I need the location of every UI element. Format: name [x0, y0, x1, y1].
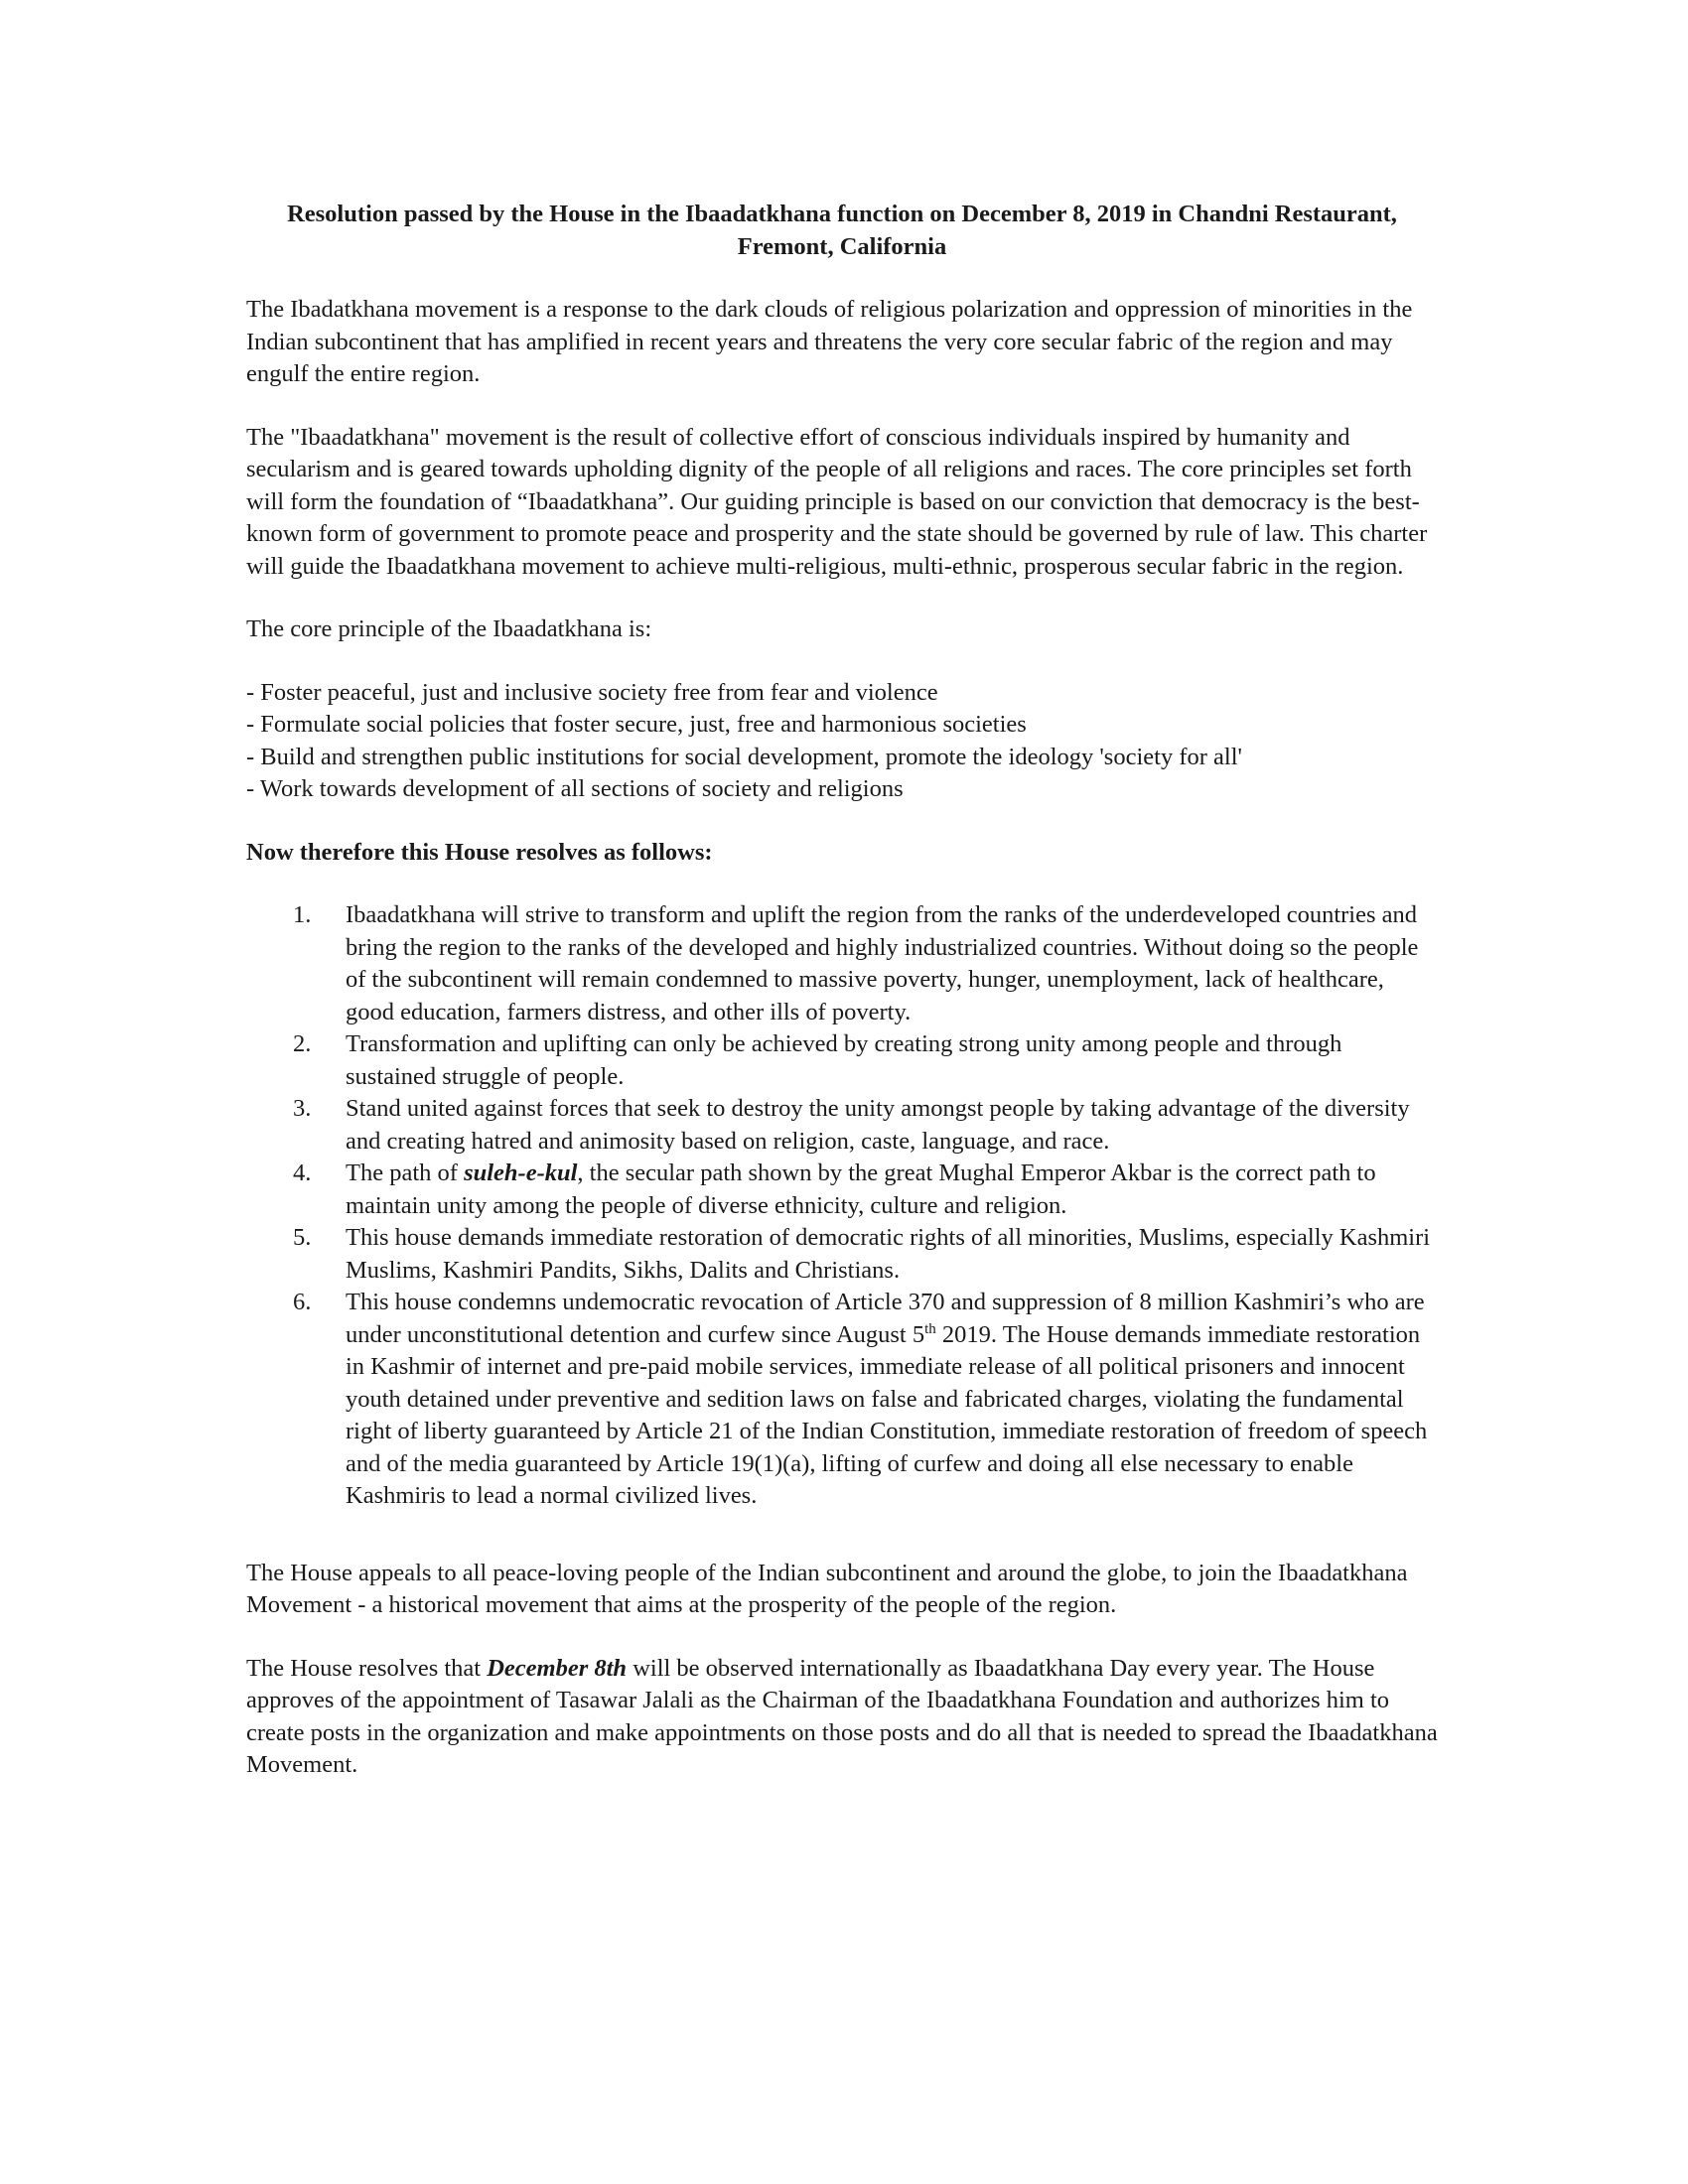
resolution-text-post: 2019. The House demands immediate restoration in Kashmir of internet and pre-paid mobile services, immediate release of all political prisoners and innocent youth detained under preventive and sedition laws on false and fabricated charges, violating the fundamental right of liberty guaranteed by Article 21 of the Indian Constitution, immediate restoration of freedom of speech and of the media guaranteed by Article 19(1)(a), lifting of curfew and doing all else necessary to enable Kashmiris to lead a normal civilized lives. [346, 1320, 1428, 1509]
principle-item: - Work towards development of all sections of society and religions [246, 775, 904, 802]
intro-paragraph-2: The "Ibaadatkhana" movement is the result of collective effort of conscious individuals inspired by humanity and secularism and is geared towards upholding dignity of the people of all religions and races. The core principles set forth will form the foundation of “Ibaadatkhana”. Our guiding principle is based on our conviction that democracy is the best-known form of government to promote peace and prosperity and the state should be governed by rule of law. This charter will guide the Ibaadatkhana movement to achieve multi-religious, multi-ethnic, prosperous secular fabric in the region. [246, 423, 1428, 580]
resolution-item-5 [246, 1222, 1438, 1287]
resolution-item-2 [246, 1028, 1438, 1093]
principles-list [246, 677, 1438, 806]
resolution-number: 1. [293, 901, 312, 928]
resolution-item-4 [246, 1158, 1438, 1222]
resolutions-list [246, 899, 1438, 1513]
resolution-item-3 [246, 1093, 1438, 1158]
document-title: Resolution passed by the House in the Ibaadatkhana function on December 8, 2019 in Chandni Restaurant, Fremont, California [287, 201, 1397, 260]
resolution-item-6 [246, 1287, 1438, 1513]
resolution-text: This house demands immediate restoration of democratic rights of all minorities, Muslims, especially Kashmiri Muslims, Kashmiri Pandits, Sikhs, Dalits and Christians. [346, 1224, 1431, 1284]
resolution-text: Transformation and uplifting can only be achieved by creating strong unity among people and through sustained struggle of people. [346, 1030, 1342, 1090]
resolution-text: Ibaadatkhana will strive to transform and uplift the region from the ranks of the underdeveloped countries and bring the region to the ranks of the developed and highly industrialized countries. Without doing so the people of the subcontinent will remain condemned to massive poverty, hunger, unemployment, lack of healthcare, good education, farmers distress, and other ills of poverty. [346, 901, 1419, 1025]
principles-lead: The core principle of the Ibaadatkhana is: [246, 615, 652, 642]
suleh-e-kul-emphasis: suleh-e-kul [464, 1160, 578, 1186]
ordinal-superscript: th [924, 1320, 936, 1337]
principle-item: - Foster peaceful, just and inclusive society free from fear and violence [246, 678, 938, 706]
closing-paragraph [246, 1653, 1438, 1782]
december-8th-emphasis: December 8th [487, 1654, 628, 1682]
intro-paragraph-1: The Ibadatkhana movement is a response to the dark clouds of religious polarization and oppression of minorities in the Indian subcontinent that has amplified in recent years and threatens the very core secular fabric of the region and may engulf the entire region. [246, 296, 1413, 387]
document-page [246, 199, 1438, 1813]
resolution-number: 5. [293, 1224, 312, 1251]
resolution-text-post: , the secular path shown by the great Mughal Emperor Akbar is the correct path to maintain unity among the people of diverse ethnicity, culture and religion. [346, 1160, 1376, 1219]
resolution-number: 4. [293, 1160, 312, 1186]
resolution-text: Stand united against forces that seek to destroy the unity amongst people by taking advantage of the diversity and creating hatred and animosity based on religion, caste, language, and race. [346, 1095, 1410, 1155]
appeal-paragraph: The House appeals to all peace-loving people of the Indian subcontinent and around the globe, to join the Ibaadatkhana Movement - a historical movement that aims at the prosperity of the people of the region. [246, 1559, 1408, 1618]
principle-item: - Formulate social policies that foster secure, just, free and harmonious societies [246, 711, 1027, 738]
resolution-item-1 [246, 899, 1438, 1028]
resolution-number: 3. [293, 1095, 312, 1122]
resolves-heading: Now therefore this House resolves as follows: [246, 838, 713, 866]
closing-text-pre: The House resolves that [246, 1654, 488, 1682]
resolution-text-pre: This house condemns undemocratic revocation of Article 370 and suppression of 8 million Kashmiri’s who are under unconstitutional detention and curfew since August 5 [346, 1289, 1425, 1348]
closing-text-post: will be observed internationally as Ibaadatkhana Day every year. The House approves of the appointment of Tasawar Jalali as the Chairman of the Ibaadatkhana Foundation and authorizes him to create posts in the organization and make appointments on those posts and do all that is needed to spread the Ibaadatkhana Movement. [246, 1654, 1438, 1778]
principle-item: - Build and strengthen public institutions for social development, promote the ideology 'society for all' [246, 743, 1242, 770]
resolution-number: 6. [293, 1289, 312, 1315]
resolution-number: 2. [293, 1030, 312, 1057]
resolution-text-pre: The path of [346, 1160, 465, 1186]
